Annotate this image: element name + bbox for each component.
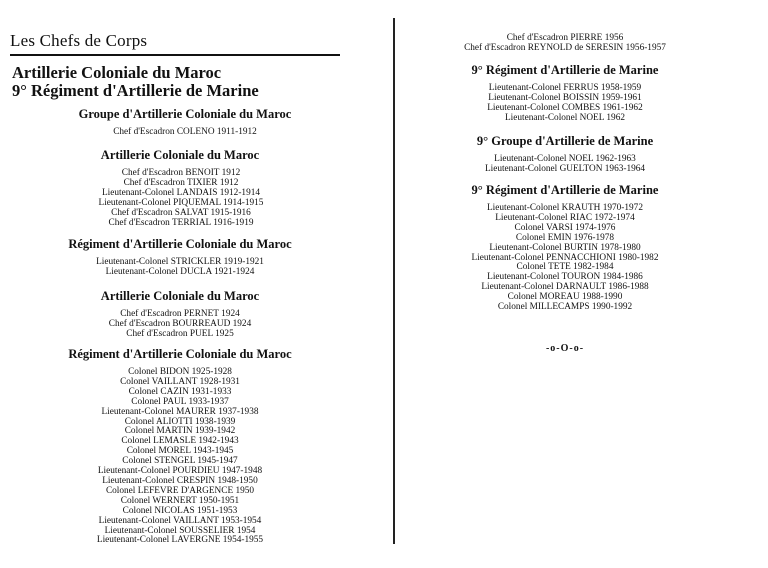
officer-name: BENOIT [185, 168, 220, 178]
officer-rank: Colonel [120, 376, 150, 387]
end-ornament: -o-O-o- [545, 343, 585, 354]
officer-name: WERNERT [152, 495, 197, 506]
officer-years: 1931-1933 [191, 386, 232, 397]
officer-name: CRESPIN [176, 475, 216, 486]
officer-years: 1961-1962 [602, 102, 643, 113]
officer-rank: Lieutenant-Colonel [487, 272, 560, 283]
officer-name: BOISSIN [562, 92, 600, 103]
officer-years: 1912-1914 [219, 187, 261, 198]
section-title: 9° Régiment d'Artillerie de Marine [471, 183, 659, 197]
officer-name: NOEL [568, 154, 594, 164]
officer-years: 1924 [232, 318, 252, 329]
officer-years: 1980-1982 [618, 252, 659, 263]
officer-years: 1954 [236, 525, 256, 536]
officer-years: 1942-1943 [198, 436, 239, 447]
officer-years: 1924 [221, 309, 240, 319]
officer-years: 1925 [215, 328, 234, 339]
officer-name: TIXIER [187, 177, 218, 188]
officer-years: 1950 [235, 485, 255, 496]
officer-name: TERRIAL [171, 217, 211, 228]
officer-entry [485, 165, 645, 175]
officer-years: 1990-1992 [591, 302, 633, 313]
officer-name: NICOLAS [154, 505, 195, 516]
officer-years: 1939-1942 [194, 426, 236, 437]
officer-rank: Lieutenant-Colonel [494, 154, 567, 164]
officer-name: FERRUS [563, 83, 599, 93]
officer-rank: Colonel [126, 446, 157, 457]
officer-rank: Lieutenant-Colonel [98, 197, 171, 208]
page-header: Les Chefs de Corps [10, 31, 148, 50]
officer-years: 1938-1939 [194, 416, 236, 427]
section-title: Artillerie Coloniale du Maroc [100, 148, 260, 162]
officer-name: MOREAU [539, 292, 580, 303]
officer-years: 1962-1963 [595, 154, 636, 164]
officer-name: REYNOLD de SERESIN [527, 42, 624, 53]
officer-rank: Chef d'Escadron [126, 328, 188, 339]
officer-list [487, 84, 642, 124]
officer-rank: Lieutenant-Colonel [486, 203, 560, 213]
officer-name: LEFEVRE D'ARGENCE [137, 485, 234, 496]
officer-name: LANDAIS [176, 187, 218, 198]
officer-rank: Chef d'Escadron [120, 309, 182, 319]
officer-list [485, 155, 645, 175]
officer-years: 1951-1953 [197, 505, 238, 516]
officer-rank: Colonel [131, 396, 161, 407]
officer-rank: Chef d'Escadron [113, 127, 175, 137]
officer-rank: Lieutenant-Colonel [96, 257, 169, 267]
officer-entry [113, 128, 257, 138]
officer-entry [464, 44, 666, 54]
officer-list [99, 169, 264, 228]
main-title-line-1: Artillerie Coloniale du Maroc [12, 63, 222, 82]
officer-years: 1978-1980 [600, 242, 641, 253]
officer-name: MILLECAMPS [529, 302, 590, 313]
officer-rank: Colonel [516, 262, 546, 273]
officer-rank: Lieutenant-Colonel [101, 187, 175, 198]
officer-name: LAVERGNE [171, 535, 221, 546]
officer-name: SALVAT [174, 207, 209, 218]
officer-name: GUELTON [559, 163, 603, 174]
officer-years: 1982-1984 [573, 262, 614, 273]
officer-list [96, 258, 264, 278]
officer-years: 1954-1955 [222, 535, 264, 546]
officer-name: POURDIEU [172, 466, 220, 477]
officer-years: 1962 [606, 112, 625, 123]
officer-name: NOEL [579, 112, 605, 123]
officer-rank: Lieutenant-Colonel [96, 535, 170, 546]
officer-rank: Colonel [120, 495, 151, 506]
officer-rank: Chef d'Escadron [464, 42, 526, 53]
officer-name: COLENO [176, 127, 215, 137]
officer-name: BURTIN [563, 242, 599, 253]
officer-years: 1921-1924 [214, 266, 255, 277]
officer-name: BOURREAUD [172, 318, 231, 329]
officer-name: MOREL [158, 446, 191, 457]
officer-rank: Colonel [515, 232, 546, 243]
officer-name: PIQUEMAL [173, 197, 221, 208]
officer-entry [472, 303, 659, 313]
officer-rank: Colonel [122, 505, 153, 516]
officer-name: RIAC [569, 212, 593, 223]
section-title: Régiment d'Artillerie Coloniale du Maroc [68, 347, 292, 361]
officer-name: COMBES [561, 102, 601, 113]
officer-years: 1963-1964 [604, 163, 646, 174]
officer-years: 1916-1919 [213, 217, 254, 228]
section-title: 9° Régiment d'Artillerie de Marine [471, 63, 659, 77]
officer-name: LEMASLE [153, 436, 197, 447]
officer-rank: Lieutenant-Colonel [487, 102, 560, 113]
officer-rank: Chef d'Escadron [506, 33, 569, 43]
officer-name: PUEL [189, 328, 213, 339]
officer-rank: Colonel [507, 292, 538, 303]
section-title: Artillerie Coloniale du Maroc [100, 289, 260, 303]
officer-rank: Colonel [124, 426, 155, 437]
officer-rank: Lieutenant-Colonel [504, 112, 578, 123]
officer-rank: Lieutenant-Colonel [102, 475, 175, 486]
section-title: 9° Groupe d'Artillerie de Marine [476, 134, 654, 148]
officer-rank: Colonel [514, 222, 544, 233]
officer-list [464, 34, 666, 54]
officer-years: 1915-1916 [210, 207, 251, 218]
officer-years: 1945-1947 [197, 456, 238, 467]
officer-rank: Chef d'Escadron [123, 177, 185, 188]
main-title-line-2: 9° Régiment d'Artillerie de Marine [12, 81, 259, 100]
officer-years: 1912 [221, 168, 241, 178]
officer-name: STRICKLER [170, 257, 222, 267]
officer-years: 1937-1938 [218, 406, 259, 417]
officer-list [113, 128, 257, 138]
officer-name: TOURON [561, 272, 601, 283]
officer-years: 1956 [604, 33, 624, 43]
officer-name: DARNAULT [555, 282, 607, 293]
officer-rank: Colonel [122, 456, 152, 467]
officer-years: 1976-1978 [573, 232, 615, 243]
officer-name: VARSI [546, 222, 573, 233]
officer-rank: Lieutenant-Colonel [488, 83, 562, 93]
officer-name: SOUSSELIER [179, 525, 235, 536]
officer-name: DUCLA [180, 266, 212, 277]
officer-rank: Colonel [128, 367, 158, 377]
officer-name: CAZIN [160, 386, 189, 397]
officer-years: 1986-1988 [608, 282, 649, 293]
officer-entry [487, 114, 642, 124]
officer-rank: Chef d'Escadron [111, 207, 173, 218]
officer-years: 1948-1950 [217, 475, 258, 486]
officer-name: PERNET [183, 309, 219, 319]
officer-years: 1911-1912 [216, 127, 257, 137]
officer-rank: Lieutenant-Colonel [481, 282, 554, 293]
officer-years: 1972-1974 [594, 212, 635, 223]
officer-rank: Lieutenant-Colonel [101, 406, 174, 417]
officer-years: 1958-1959 [600, 83, 642, 93]
officer-name: PAUL [163, 396, 187, 407]
officer-entry [99, 219, 264, 229]
officer-rank: Colonel [128, 386, 159, 397]
officer-rank: Chef d'Escadron [108, 217, 170, 228]
officer-years: 1919-1921 [223, 257, 264, 267]
officer-years: 1959-1961 [601, 92, 642, 103]
officer-rank: Lieutenant-Colonel [97, 466, 171, 477]
officer-name: TETE [548, 262, 571, 273]
officer-years: 1970-1972 [602, 203, 643, 213]
section-title: Régiment d'Artillerie Coloniale du Maroc [68, 237, 292, 251]
header-rule [10, 54, 340, 56]
officer-years: 1928-1931 [199, 376, 240, 387]
officer-name: PIERRE [570, 33, 603, 43]
officer-entry [96, 268, 264, 278]
officer-name: ALIOTTI [155, 416, 193, 427]
officer-name: STENGEL [154, 456, 196, 467]
officer-rank: Lieutenant-Colonel [471, 252, 544, 263]
officer-name: EMIN [547, 232, 572, 243]
officer-entry [97, 536, 263, 546]
section-title: Groupe d'Artillerie Coloniale du Maroc [78, 107, 292, 121]
officer-years: 1950-1951 [198, 495, 240, 506]
officer-name: KRAUTH [561, 203, 601, 213]
officer-rank: Lieutenant-Colonel [489, 242, 562, 253]
officer-list [97, 368, 263, 546]
officer-years: 1956-1957 [625, 42, 666, 53]
officer-name: PENNACCHIONI [546, 252, 616, 263]
officer-list [109, 310, 251, 340]
column-divider [393, 18, 395, 544]
officer-rank: Lieutenant-Colonel [484, 163, 558, 174]
officer-rank: Lieutenant-Colonel [488, 92, 561, 103]
officer-years: 1925-1928 [191, 367, 232, 377]
officer-name: BIDON [159, 367, 190, 377]
officer-rank: Lieutenant-Colonel [98, 515, 171, 526]
officer-years: 1974-1976 [575, 222, 616, 233]
officer-name: MARTIN [156, 426, 193, 437]
officer-list [472, 204, 659, 313]
officer-entry [109, 330, 251, 340]
officer-rank: Chef d'Escadron [121, 168, 184, 178]
officer-years: 1933-1937 [188, 396, 229, 407]
officer-rank: Chef d'Escadron [108, 318, 171, 329]
officer-years: 1988-1990 [582, 292, 623, 303]
officer-rank: Colonel [124, 416, 155, 427]
officer-years: 1914-1915 [223, 197, 264, 208]
officer-rank: Lieutenant-Colonel [105, 266, 178, 277]
officer-rank: Colonel [121, 436, 151, 447]
officer-years: 1943-1945 [193, 446, 234, 457]
officer-years: 1984-1986 [602, 272, 643, 283]
officer-rank: Colonel [497, 302, 528, 313]
officer-years: 1953-1954 [221, 515, 262, 526]
officer-name: VAILLANT [151, 376, 198, 387]
officer-name: MAURER [176, 406, 216, 417]
officer-rank: Colonel [105, 485, 136, 496]
page-main-title [12, 64, 259, 100]
officer-rank: Lieutenant-Colonel [104, 525, 177, 536]
officer-years: 1912 [219, 177, 239, 188]
officer-name: VAILLANT [173, 515, 219, 526]
officer-years: 1947-1948 [221, 466, 263, 477]
officer-rank: Lieutenant-Colonel [495, 212, 568, 223]
